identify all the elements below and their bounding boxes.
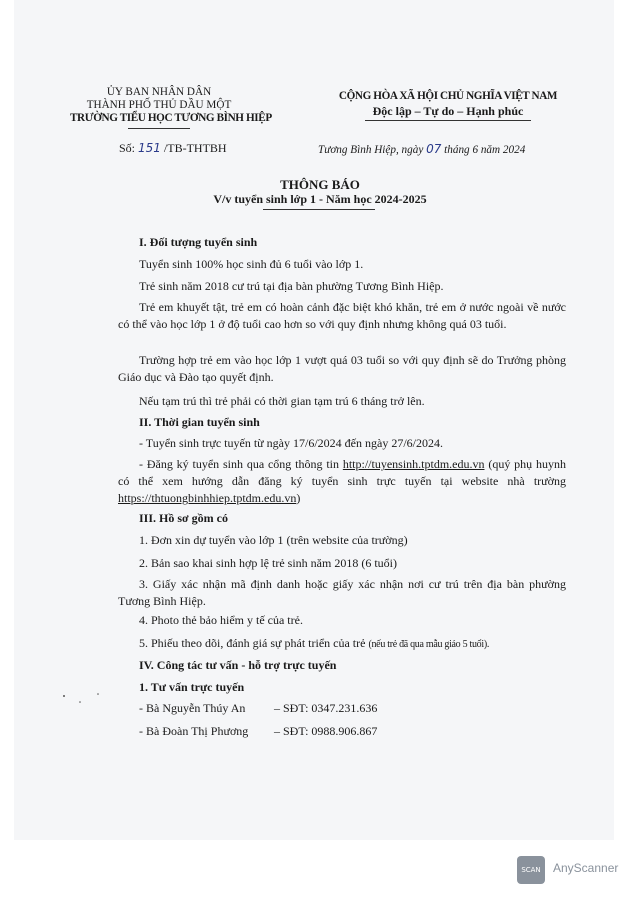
section-4-heading: IV. Công tác tư vấn - hỗ trợ trực tuyến (139, 658, 337, 672)
notice-subject: V/v tuyển sinh lớp 1 - Năm học 2024-2025 (213, 192, 427, 206)
anyscanner-logo-icon: SCAN (517, 856, 545, 884)
contact-2-name: - Bà Đoàn Thị Phương (139, 724, 249, 738)
section-1-para-2: Trẻ sinh năm 2018 cư trú tại địa bàn phường Tương Bình Hiệp. (139, 279, 444, 293)
date-prefix: Tương Bình Hiệp, ngày (318, 144, 424, 156)
section-1-para-1: Tuyển sinh 100% học sinh đủ 6 tuổi vào lớp 1. (139, 257, 364, 271)
section-1-para-4: Trường hợp trẻ em vào học lớp 1 vượt quá 03 tuổi so với quy định sẽ do Trưởng phòng Giáo dục và Đào tạo quyết định. (118, 353, 566, 384)
section-1-heading: I. Đối tượng tuyển sinh (139, 235, 258, 249)
section-2-text-b: (quý phụ huynh có thể xem hướng dẫn đăng ký tuyển sinh trực tuyến tại website nhà trường (118, 457, 567, 488)
section-2-text-a: - Đăng ký tuyển sinh qua cổng thông tin (139, 457, 339, 471)
right-header-rule (365, 120, 531, 121)
section-1-para-5: Nếu tạm trú thì trẻ phải có thời gian tạm trú 6 tháng trở lên. (139, 394, 425, 408)
document-item-2: 2. Bản sao khai sinh hợp lệ trẻ sinh năm 2018 (6 tuổi) (139, 556, 397, 570)
document-item-4: 4. Photo thẻ bảo hiểm y tế của trẻ. (139, 613, 303, 627)
document-item-3: 3. Giấy xác nhận mã định danh hoặc giấy xác nhận nơi cư trú trên địa bàn phường Tương Bình Hiệp. (118, 577, 566, 608)
document-item-1: 1. Đơn xin dự tuyển vào lớp 1 (trên website của trường) (139, 533, 408, 547)
section-1-para-3: Trẻ em khuyết tật, trẻ em có hoàn cảnh đặc biệt khó khăn, trẻ em ở nước ngoài về nước có thể vào học lớp 1 ở độ tuổi cao hơn so với quy định nhưng không quá 03 tuổi. (118, 300, 566, 331)
agency-line-2: THÀNH PHỐ THỦ DẦU MỘT (86, 99, 232, 111)
contact-1-name: - Bà Nguyễn Thúy An (139, 701, 246, 715)
document-number (119, 141, 227, 156)
nation-name: CỘNG HÒA XÃ HỘI CHỦ NGHĨA VIỆT NAM (338, 90, 558, 102)
left-header-rule (128, 128, 190, 129)
contact-1-phone: – SĐT: 0347.231.636 (274, 701, 378, 715)
portal-link[interactable]: http://tuyensinh.tptdm.edu.vn (342, 457, 485, 471)
school-name: TRƯỜNG TIỂU HỌC TƯƠNG BÌNH HIỆP (70, 112, 272, 124)
anyscanner-brand: AnyScanner (553, 861, 619, 875)
so-label: Số: (119, 141, 136, 155)
agency-line-1: ỦY BAN NHÂN DÂN (106, 86, 212, 98)
section-2-text-c: ) (296, 491, 301, 505)
item-5-text: 5. Phiếu theo dõi, đánh giá sự phát triển của trẻ (139, 636, 366, 650)
document-date (318, 142, 525, 156)
title-rule (263, 209, 375, 210)
contact-2-phone: – SĐT: 0988.906.867 (274, 724, 378, 738)
document-item-5 (139, 636, 489, 651)
section-2-para-1: - Tuyển sinh trực tuyến từ ngày 17/6/2024 đến ngày 27/6/2024. (139, 436, 443, 450)
school-website-link[interactable]: https://thtuongbinhhiep.tptdm.edu.vn (118, 491, 297, 505)
section-2-para-2 (118, 456, 566, 507)
so-suffix: /TB-THTBH (163, 141, 227, 155)
nation-motto: Độc lập – Tự do – Hạnh phúc (372, 104, 524, 118)
section-3-heading: III. Hồ sơ gồm có (139, 511, 228, 525)
so-number-handwritten: 151 (138, 141, 161, 155)
section-2-heading: II. Thời gian tuyển sinh (139, 415, 260, 429)
notice-title: THÔNG BÁO (280, 177, 360, 192)
section-4-subheading: 1. Tư vấn trực tuyến (139, 680, 245, 694)
date-day-handwritten: 07 (426, 142, 442, 156)
item-5-note: (nếu trẻ đã qua mẫu giáo 5 tuổi). (368, 639, 490, 650)
scan-specks (60, 690, 110, 710)
date-suffix: tháng 6 năm 2024 (444, 144, 526, 156)
